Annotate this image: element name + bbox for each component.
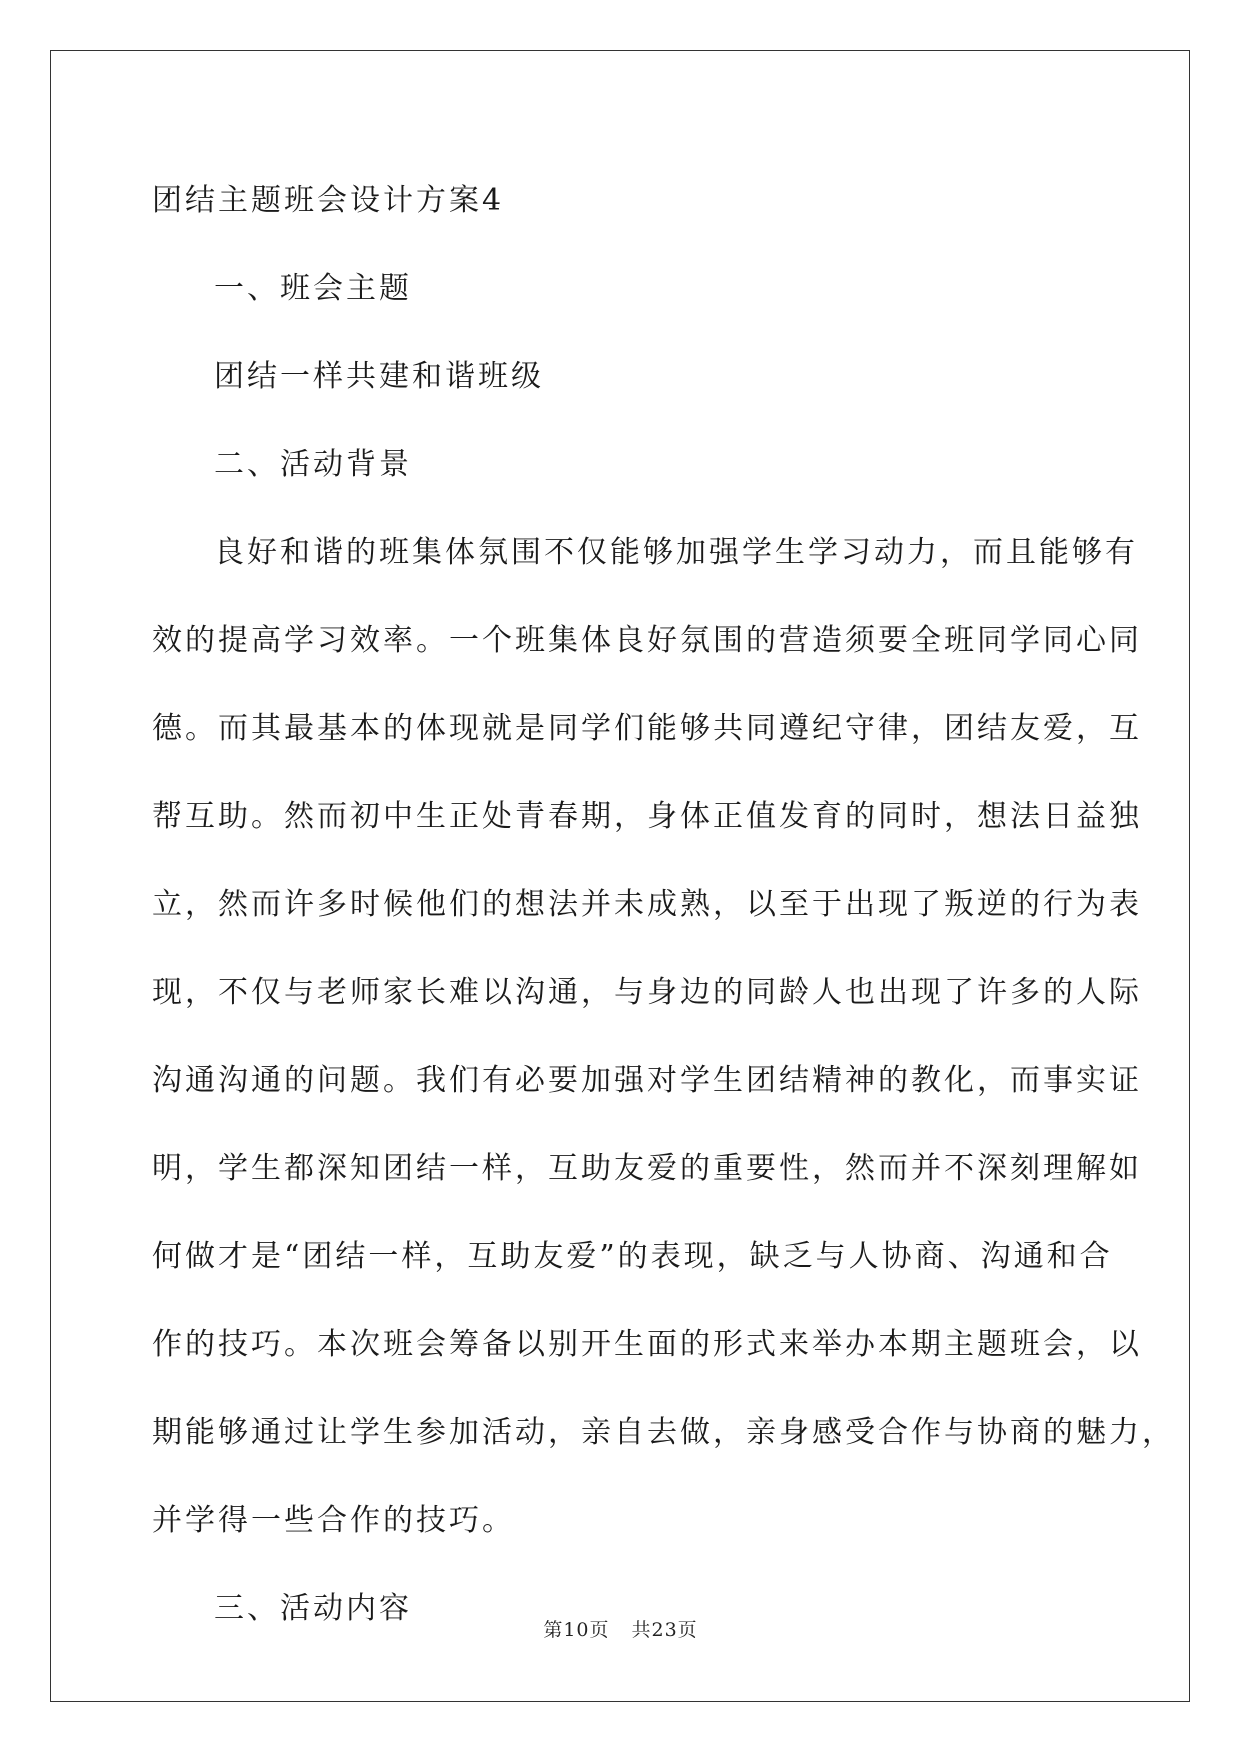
paragraph-line: 明，学生都深知团结一样，互助友爱的重要性，然而并不深刻理解如 [152, 1151, 1142, 1186]
class-theme-text: 团结一样共建和谐班级 [214, 359, 544, 394]
paragraph-line: 何做才是“团结一样，互助友爱”的表现，缺乏与人协商、沟通和合 [152, 1239, 1113, 1274]
paragraph-line: 期能够通过让学生参加活动，亲自去做，亲身感受合作与协商的魅力， [152, 1415, 1175, 1450]
paragraph-line: 良好和谐的班集体氛围不仅能够加强学生学习动力，而且能够有 [214, 535, 1138, 570]
paragraph-line: 作的技巧。本次班会筹备以别开生面的形式来举办本期主题班会，以 [152, 1327, 1142, 1362]
page-footer [0, 1615, 1241, 1642]
document-title: 团结主题班会设计方案4 [152, 183, 505, 218]
paragraph-line: 帮互助。然而初中生正处青春期，身体正值发育的同时，想法日益独 [152, 799, 1142, 834]
background-paragraph [152, 522, 1175, 1578]
document-body [152, 170, 1175, 1666]
section-heading-1: 一、班会主题 [214, 271, 412, 306]
section-heading-3: 三、活动内容 [214, 1591, 412, 1626]
paragraph-line: 立，然而许多时候他们的想法并未成熟，以至于出现了叛逆的行为表 [152, 887, 1142, 922]
paragraph-line: 效的提高学习效率。一个班集体良好氛围的营造须要全班同学同心同 [152, 623, 1142, 658]
section-heading-2: 二、活动背景 [214, 447, 412, 482]
page-number: 第10页 [543, 1619, 610, 1641]
paragraph-line: 德。而其最基本的体现就是同学们能够共同遵纪守律，团结友爱，互 [152, 711, 1142, 746]
paragraph-line: 沟通沟通的问题。我们有必要加强对学生团结精神的教化，而事实证 [152, 1063, 1142, 1098]
paragraph-line: 并学得一些合作的技巧。 [152, 1503, 515, 1538]
page-total: 共23页 [631, 1619, 698, 1641]
paragraph-line: 现，不仅与老师家长难以沟通，与身边的同龄人也出现了许多的人际 [152, 975, 1142, 1010]
